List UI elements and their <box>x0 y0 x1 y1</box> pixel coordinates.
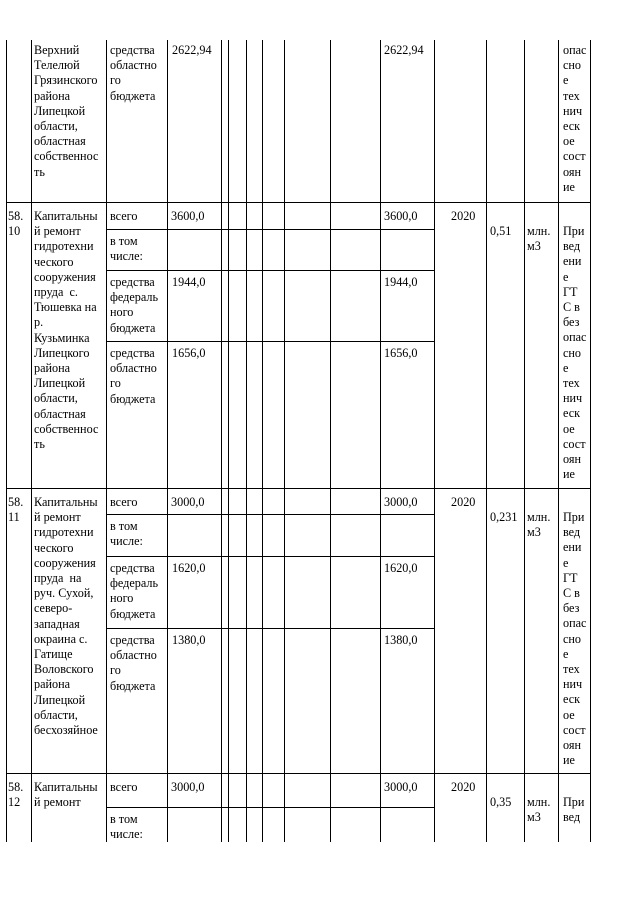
result-text: тех <box>563 662 580 676</box>
unit-label: млн. <box>527 224 551 238</box>
object-name: области, <box>34 391 78 406</box>
result-text: оян <box>563 738 581 752</box>
object-name: й ремонт <box>34 224 81 239</box>
object-name: сооружения <box>34 269 96 284</box>
funding-source-label: го <box>110 663 121 678</box>
including-label: числе: <box>110 249 143 264</box>
result-text: ое <box>563 134 575 149</box>
funding-source-label: го <box>110 73 121 88</box>
grid-line <box>6 488 590 489</box>
total-label: всего <box>110 780 138 794</box>
funding-source-label: ного <box>110 591 134 606</box>
result-text: тех <box>563 88 580 103</box>
including-label: в том <box>110 519 138 533</box>
grid-line <box>6 773 590 774</box>
object-name: Тюшевка на <box>34 300 97 315</box>
result-text: оян <box>563 452 581 466</box>
object-name: руч. Сухой, <box>34 586 94 601</box>
row-number: 58. <box>8 780 24 794</box>
funding-source-label: бюджета <box>110 320 156 335</box>
result-text: ГТ <box>563 284 578 299</box>
grid-line <box>246 40 247 842</box>
result-text: ое <box>563 421 575 436</box>
grid-line <box>106 807 434 808</box>
funding-source-label: бюджета <box>110 88 156 103</box>
grid-line <box>106 341 434 342</box>
object-name: ческого <box>34 254 74 269</box>
result-text: е <box>563 646 569 661</box>
amount-value: 1944,0 <box>172 275 206 289</box>
result-text: оян <box>563 164 581 179</box>
row-number: 58. <box>8 209 24 223</box>
total-label: всего <box>110 209 138 223</box>
result-text: нич <box>563 391 583 406</box>
unit-label: м3 <box>527 525 541 540</box>
object-name: Гатище <box>34 647 73 661</box>
amount-value: 1380,0 <box>172 633 206 647</box>
result-text: тех <box>563 376 580 390</box>
object-name: Капитальны <box>34 780 98 794</box>
grid-line <box>106 514 434 515</box>
result-text: опас <box>563 43 587 57</box>
amount-value: 1620,0 <box>384 561 418 575</box>
object-name: района <box>34 88 71 103</box>
object-name: областная <box>34 406 86 421</box>
row-number: 12 <box>8 795 21 810</box>
object-name: Липецкого <box>34 345 90 360</box>
unit-label: м3 <box>527 810 541 825</box>
including-label: числе: <box>110 827 143 842</box>
object-name: Кузьминка <box>34 330 90 345</box>
object-name: Липецкой <box>34 103 86 118</box>
result-text: сно <box>563 345 582 360</box>
amount-value: 1944,0 <box>384 275 418 289</box>
result-text: С в <box>563 300 580 314</box>
result-text: нич <box>563 677 583 692</box>
object-name: гидротехни <box>34 239 94 254</box>
object-name: гидротехни <box>34 525 94 540</box>
funding-source-label: средства <box>110 43 155 57</box>
object-name: пруда на <box>34 571 82 585</box>
funding-source-label: средства <box>110 633 155 647</box>
capacity-value: 0,35 <box>490 795 512 809</box>
result-text: сост <box>563 436 586 451</box>
object-name: сооружения <box>34 555 96 570</box>
unit-label: млн. <box>527 795 551 809</box>
result-text: е <box>563 360 569 375</box>
amount-value: 3000,0 <box>384 780 418 794</box>
object-name: района <box>34 361 71 375</box>
row-number: 11 <box>8 510 20 525</box>
result-text: С в <box>563 586 580 600</box>
funding-source-label: средства <box>110 561 155 575</box>
object-name: й ремонт <box>34 795 81 810</box>
result-text: сно <box>563 631 582 646</box>
object-name: Грязинского <box>34 73 98 88</box>
grid-line <box>434 40 435 842</box>
object-name: р. <box>34 315 44 330</box>
amount-value: 3000,0 <box>171 780 205 794</box>
result-text: вед <box>563 239 581 254</box>
amount-value: 3000,0 <box>384 495 418 509</box>
grid-line <box>590 40 591 842</box>
result-text: ие <box>563 753 575 768</box>
row-number: 10 <box>8 224 21 239</box>
result-text: ени <box>563 254 582 269</box>
capacity-value: 0,51 <box>490 224 512 238</box>
grid-line <box>284 40 285 842</box>
result-text: ие <box>563 179 575 194</box>
result-text: опас <box>563 330 587 345</box>
year-value: 2020 <box>451 495 476 509</box>
result-text: еск <box>563 406 581 421</box>
object-name: Липецкой <box>34 376 86 391</box>
including-label: числе: <box>110 534 143 549</box>
amount-value: 2622,94 <box>172 43 212 57</box>
grid-line <box>330 40 331 842</box>
funding-source-label: федераль <box>110 290 159 305</box>
funding-source-label: го <box>110 376 121 391</box>
grid-line <box>6 202 590 203</box>
object-name: ческого <box>34 540 74 555</box>
object-name: района <box>34 677 71 692</box>
object-name: Капитальны <box>34 209 98 223</box>
including-label: в том <box>110 812 138 826</box>
object-name: области, <box>34 119 78 133</box>
grid-line <box>228 40 229 842</box>
object-name: пруда с. <box>34 285 78 299</box>
year-value: 2020 <box>451 209 476 223</box>
unit-label: млн. <box>527 510 551 524</box>
year-value: 2020 <box>451 780 476 794</box>
result-text: вед <box>563 525 581 540</box>
funding-source-label: средства <box>110 275 155 289</box>
result-text: без <box>563 601 580 616</box>
result-text: еск <box>563 119 581 133</box>
amount-value: 1620,0 <box>172 561 206 575</box>
result-text: еск <box>563 692 581 707</box>
object-name: Капитальны <box>34 495 98 509</box>
object-name: северо- <box>34 601 73 616</box>
amount-value: 2622,94 <box>384 43 424 57</box>
object-name: Липецкой <box>34 692 86 707</box>
result-text: е <box>563 73 569 88</box>
grid-line <box>106 40 107 842</box>
funding-source-label: бюджета <box>110 606 156 621</box>
grid-line <box>486 40 487 842</box>
object-name: й ремонт <box>34 510 81 525</box>
amount-value: 1656,0 <box>172 346 206 360</box>
funding-source-label: федераль <box>110 576 159 591</box>
total-label: всего <box>110 495 138 509</box>
object-name: бесхозяйное <box>34 723 98 737</box>
result-text: опас <box>563 616 587 631</box>
amount-value: 3000,0 <box>171 495 205 509</box>
object-name: Верхний <box>34 43 80 57</box>
result-text: нич <box>563 103 583 118</box>
grid-line <box>558 40 559 842</box>
grid-line <box>106 229 434 230</box>
funding-source-label: ного <box>110 305 134 320</box>
result-text: ени <box>563 540 582 555</box>
result-text: вед <box>563 810 581 825</box>
result-text: е <box>563 269 569 284</box>
funding-source-label: областно <box>110 361 157 376</box>
result-text: При <box>563 510 585 524</box>
grid-line <box>6 40 7 842</box>
result-text: При <box>563 224 585 238</box>
amount-value: 3600,0 <box>171 209 205 223</box>
funding-source-label: областно <box>110 58 157 73</box>
result-text: При <box>563 795 585 809</box>
grid-line <box>380 40 381 842</box>
funding-source-label: областно <box>110 648 157 663</box>
grid-line <box>106 556 434 557</box>
row-number: 58. <box>8 495 24 509</box>
object-name: областная <box>34 134 86 149</box>
object-name: ть <box>34 164 45 179</box>
funding-source-label: бюджета <box>110 678 156 693</box>
result-text: ие <box>563 467 575 482</box>
grid-line <box>221 40 222 842</box>
result-text: ГТ <box>563 570 578 585</box>
amount-value: 1656,0 <box>384 346 418 360</box>
amount-value: 3600,0 <box>384 209 418 223</box>
object-name: ть <box>34 437 45 451</box>
object-name: окраина с. <box>34 631 88 646</box>
grid-line <box>106 628 434 629</box>
result-text: сост <box>563 149 586 164</box>
grid-line <box>167 40 168 842</box>
including-label: в том <box>110 234 138 248</box>
capacity-value: 0,231 <box>490 510 518 524</box>
amount-value: 1380,0 <box>384 633 418 647</box>
result-text: сост <box>563 722 586 737</box>
unit-label: м3 <box>527 239 541 254</box>
result-text: сно <box>563 58 582 73</box>
grid-line <box>262 40 263 842</box>
grid-line <box>106 270 434 271</box>
object-name: западная <box>34 616 80 631</box>
object-name: Воловского <box>34 662 94 677</box>
object-name: собственнос <box>34 421 99 436</box>
result-text: без <box>563 315 580 330</box>
funding-source-label: средства <box>110 346 155 360</box>
funding-source-label: бюджета <box>110 391 156 406</box>
result-text: ое <box>563 707 575 722</box>
grid-line <box>524 40 525 842</box>
object-name: области, <box>34 707 78 722</box>
result-text: е <box>563 555 569 570</box>
object-name: Телелюй <box>34 58 80 73</box>
object-name: собственнос <box>34 149 99 164</box>
grid-line <box>31 40 32 842</box>
